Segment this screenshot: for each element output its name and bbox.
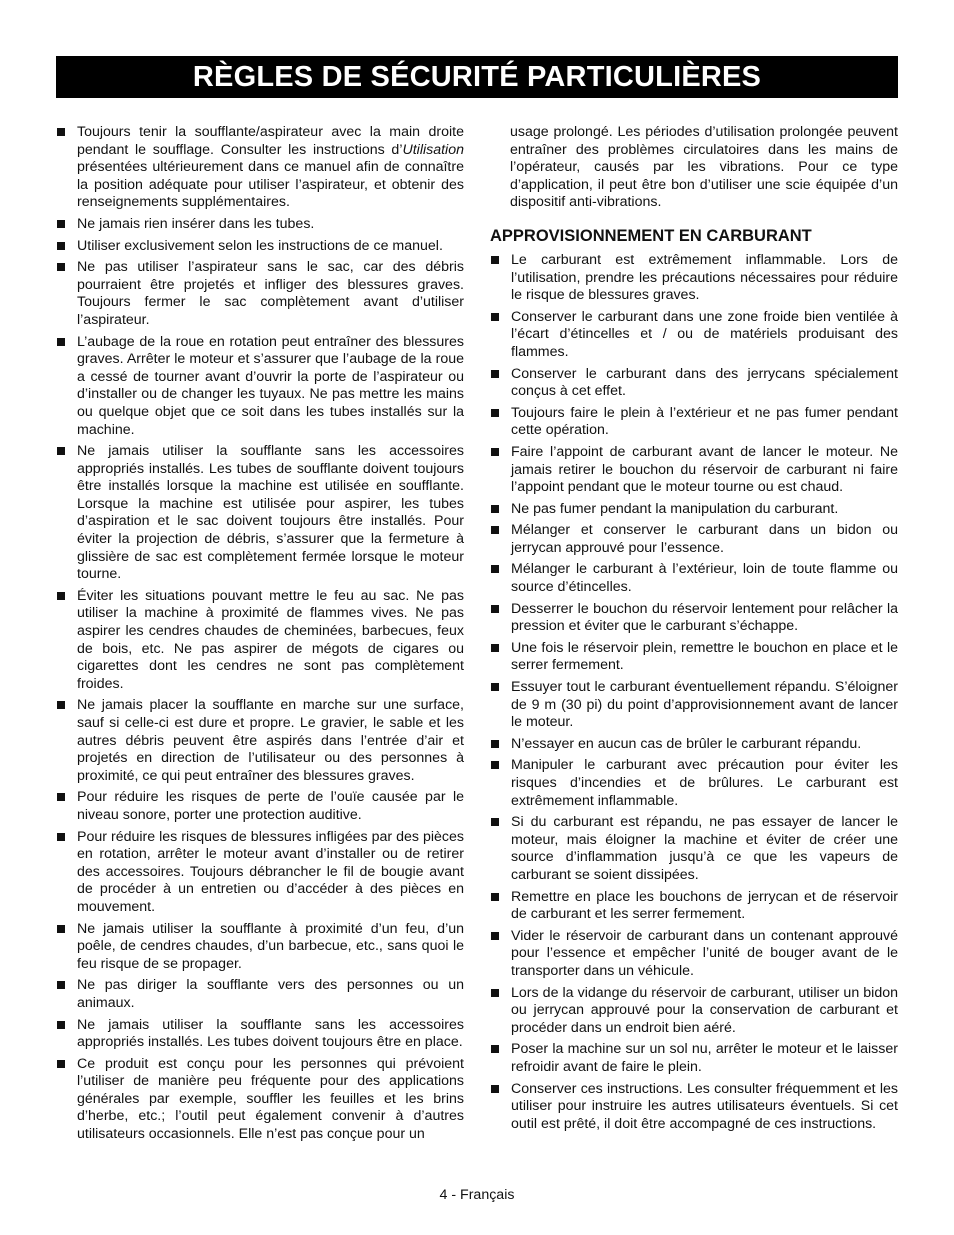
- continuation-paragraph: usage prolongé. Les périodes d’utilisation prolongée peuvent entraîner des problèmes circulatoires dans les mains de l’opérateur, causés par les vibrations. Pour ce type d’application, il peut être bon d’utiliser une scie équipée d’un dispositif anti-vibrations.: [510, 124, 898, 211]
- fuel-bullet-list: [490, 252, 898, 1133]
- list-item-text: Essuyer tout le carburant éventuellement répandu. S’éloigner de 9 m (30 pi) du point d’approvisionnement avant de lancer le moteur.: [511, 679, 898, 731]
- page-title: [56, 56, 898, 98]
- list-item: [490, 1081, 898, 1134]
- bullet-square-icon: [57, 1021, 65, 1029]
- list-item-text: Remettre en place les bouchons de jerrycan et de réservoir de carburant et les serrer fermement.: [511, 888, 898, 923]
- list-item: [490, 889, 898, 924]
- list-item-text: Ne jamais utiliser la soufflante à proximité d’un feu, d’un poêle, de cendres chaudes, d’un barbecue, etc., sans quoi le feu risque de se propager.: [77, 920, 464, 972]
- bullet-square-icon: [57, 981, 65, 989]
- list-item: [490, 1041, 898, 1076]
- bullet-square-icon: [491, 409, 499, 417]
- page-footer: 4 - Français: [439, 1187, 515, 1203]
- bullet-square-icon: [491, 1045, 499, 1053]
- bullet-square-icon: [57, 242, 65, 250]
- bullet-square-icon: [491, 313, 499, 321]
- list-item: [490, 309, 898, 362]
- list-item-text: Ne pas fumer pendant la manipulation du carburant.: [511, 500, 839, 517]
- list-item-text: Ne jamais rien insérer dans les tubes.: [77, 215, 315, 232]
- bullet-square-icon: [491, 526, 499, 534]
- list-item-text: Pour réduire les risques de perte de l’ouïe causée par le niveau sonore, porter une protection auditive.: [77, 789, 464, 823]
- list-item: [490, 601, 898, 636]
- bullet-square-icon: [491, 1085, 499, 1093]
- bullet-square-icon: [57, 833, 65, 841]
- bullet-square-icon: [491, 932, 499, 940]
- list-item-text: Poser la machine sur un sol nu, arrêter le moteur et le laisser refroidir avant de faire le plein.: [511, 1041, 898, 1075]
- list-item: [56, 1017, 464, 1052]
- list-item: [56, 124, 464, 212]
- list-item: [490, 561, 898, 596]
- list-item-text: Utiliser exclusivement selon les instructions de ce manuel.: [77, 237, 443, 254]
- list-item: [490, 679, 898, 732]
- list-item-text: Toujours faire le plein à l’extérieur et ne pas fumer pendant cette opération.: [511, 404, 898, 439]
- list-item: [490, 928, 898, 981]
- list-item: [490, 814, 898, 884]
- bullet-square-icon: [57, 128, 65, 136]
- list-item-text: Conserver ces instructions. Les consulter fréquemment et les utiliser pour instruire les autres utilisateurs éventuels. Si cet outil est prêté, il doit être accompagné de ces instructions.: [511, 1080, 898, 1132]
- list-item-text: Vider le réservoir de carburant dans un contenant approuvé pour l’essence et empêcher l’unité de bouger avant de le transporter dans un véhicule.: [511, 927, 898, 979]
- list-item: [490, 757, 898, 810]
- list-item-text: Manipuler le carburant avec précaution pour éviter les risques d’incendies et de brûlures. Le carburant est extrêmement inflammable.: [511, 757, 898, 809]
- list-item-text: Si du carburant est répandu, ne pas essayer de lancer le moteur, mais éloigner la machine et éviter de créer une source d’inflammation jusqu’à ce que les vapeurs de carburant se soient dissipées.: [511, 814, 898, 883]
- bullet-square-icon: [57, 263, 65, 271]
- list-item-text: Toujours tenir la soufflante/aspirateur avec la main droite pendant le soufflage. Consulter les instructions d’Utilisation présentées ultérieurement dans ce manuel afin de connaître la position adéquate pour utiliser l’aspirateur, et obtenir des renseignements supplémentaires.: [77, 124, 464, 211]
- list-item-text: Ne pas diriger la soufflante vers des personnes ou un animaux.: [77, 977, 464, 1011]
- list-item: [56, 443, 464, 584]
- bullet-square-icon: [491, 565, 499, 573]
- list-item-text: Ce produit est conçu pour les personnes qui prévoient l’utiliser de manière peu fréquente pour des applications générales par exemple, souffler les feuilles et les brins d’herbe, etc.; l’outil peut également convenir à d’autres utilisateurs occasionnels. Elle n’est pas conçue pour un: [77, 1055, 464, 1143]
- left-bullet-list: [56, 124, 464, 1144]
- bullet-square-icon: [491, 644, 499, 652]
- list-item-text: Ne jamais utiliser la soufflante sans les accessoires appropriés installés. Les tubes de soufflante doivent toujours être installés lorsque la machine est utilisée en soufflante. Lorsque la machine est utilisée pour aspirer, les tubes d’aspiration et le sac doivent toujours être installés. Pour éviter la projection de débris, s’assurer que la fermeture à glissière de sac est complètement fermée lorsque le moteur tourne.: [77, 443, 464, 583]
- list-item-text: Conserver le carburant dans des jerrycans spécialement conçus à cet effet.: [511, 365, 898, 400]
- list-item: [56, 921, 464, 974]
- bullet-square-icon: [491, 893, 499, 901]
- page-title-text: RÈGLES DE SÉCURITÉ PARTICULIÈRES: [192, 60, 762, 93]
- list-item: [56, 334, 464, 440]
- list-item-text: Une fois le réservoir plein, remettre le bouchon en place et le serrer fermement.: [511, 639, 898, 674]
- list-item: [490, 366, 898, 401]
- bullet-square-icon: [491, 761, 499, 769]
- bullet-square-icon: [491, 448, 499, 456]
- bullet-square-icon: [491, 505, 499, 513]
- bullet-square-icon: [57, 220, 65, 228]
- bullet-square-icon: [57, 793, 65, 801]
- bullet-square-icon: [57, 925, 65, 933]
- bullet-square-icon: [491, 683, 499, 691]
- list-item: [56, 588, 464, 694]
- bullet-square-icon: [491, 818, 499, 826]
- bullet-square-icon: [491, 989, 499, 997]
- list-item: [56, 977, 464, 1012]
- list-item-text: Conserver le carburant dans une zone froide bien ventilée à l’écart d’étincelles et / ou de matériels produisant des flammes.: [511, 308, 898, 360]
- list-item-text: L’aubage de la roue en rotation peut entraîner des blessures graves. Arrêter le moteur et s’assurer que l’aubage de la roue a cessé de tourner avant d’ouvrir la porte de l’aspirateur ou d’installer ou de changer les tuyaux. Ne pas mettre les mains ou quelque objet que ce soit dans les tubes installés sur la machine.: [77, 333, 464, 438]
- bullet-square-icon: [491, 370, 499, 378]
- list-item: [490, 444, 898, 497]
- bullet-square-icon: [491, 605, 499, 613]
- list-item: [490, 501, 898, 519]
- list-item-text: Le carburant est extrêmement inflammable. Lors de l’utilisation, prendre les précautions nécessaires pour réduire le risque de blessures graves.: [511, 251, 898, 304]
- list-item-text: Lors de la vidange du réservoir de carburant, utiliser un bidon ou jerrycan approuvé pour la conservation de carburant et procéder dans un endroit bien aéré.: [511, 984, 898, 1036]
- list-item: [56, 238, 464, 256]
- list-item: [490, 522, 898, 557]
- list-item: [56, 829, 464, 917]
- list-item: [490, 405, 898, 440]
- list-item-text: Mélanger le carburant à l’extérieur, loin de toute flamme ou source d’étincelles.: [511, 561, 898, 596]
- list-item: [490, 985, 898, 1038]
- list-item: [490, 640, 898, 675]
- list-item-text: N’essayer en aucun cas de brûler le carburant répandu.: [511, 735, 862, 752]
- list-item-text: Mélanger et conserver le carburant dans un bidon ou jerrycan approuvé pour l’essence.: [511, 522, 898, 556]
- list-item-text: Éviter les situations pouvant mettre le feu au sac. Ne pas utiliser la machine à proximité de flammes vives. Ne pas aspirer les cendres chaudes de cheminées, barbecues, feux de bois, etc. Ne pas aspirer de mégots de cigares ou cigarettes dont les cendres ne sont pas complètement froides.: [77, 587, 464, 692]
- bullet-square-icon: [491, 256, 499, 264]
- list-item: [56, 697, 464, 785]
- bullet-square-icon: [57, 447, 65, 455]
- list-item: [56, 789, 464, 824]
- list-item: [56, 1056, 464, 1144]
- list-item-text: Pour réduire les risques de blessures infligées par des pièces en rotation, arrêter le moteur avant d’installer ou de retirer des accessoires. Toujours débrancher le fil de bougie avant de procéder à un entretien ou d’accéder à des pièces en mouvement.: [77, 828, 464, 915]
- bullet-square-icon: [57, 701, 65, 709]
- list-item-text: Desserrer le bouchon du réservoir lentement pour relâcher la pression et éviter que le carburant s’échappe.: [511, 600, 898, 635]
- section-heading-fuel: APPROVISIONNEMENT EN CARBURANT: [490, 226, 812, 245]
- bullet-square-icon: [57, 338, 65, 346]
- bullet-square-icon: [57, 592, 65, 600]
- list-item-text: Faire l’appoint de carburant avant de lancer le moteur. Ne jamais retirer le bouchon du réservoir de carburant ni faire l’appoint pendant que le moteur tourne ou est chaud.: [511, 443, 898, 496]
- list-item: [56, 259, 464, 329]
- bullet-square-icon: [491, 740, 499, 748]
- list-item: [56, 216, 464, 234]
- left-column: [56, 124, 464, 1148]
- right-column: [490, 124, 898, 1137]
- list-item: [490, 252, 898, 305]
- bullet-square-icon: [57, 1060, 65, 1068]
- list-item-text: Ne jamais utiliser la soufflante sans les accessoires appropriés installés. Les tubes doivent toujours être en place.: [77, 1016, 464, 1051]
- list-item-text: Ne pas utiliser l’aspirateur sans le sac, car des débris pourraient être projetés et infliger des blessures graves. Toujours fermer le sac complètement avant d’utiliser l’aspirateur.: [77, 259, 464, 328]
- list-item-text: Ne jamais placer la soufflante en marche sur une surface, sauf si celle-ci est dure et propre. Le gravier, le sable et les autres débris peuvent être aspirés dans l’entrée d’air et projetés en direction de l’utilisateur ou des personnes à proximité, ce qui peut entraîner des blessures graves.: [77, 697, 464, 784]
- list-item: [490, 736, 898, 754]
